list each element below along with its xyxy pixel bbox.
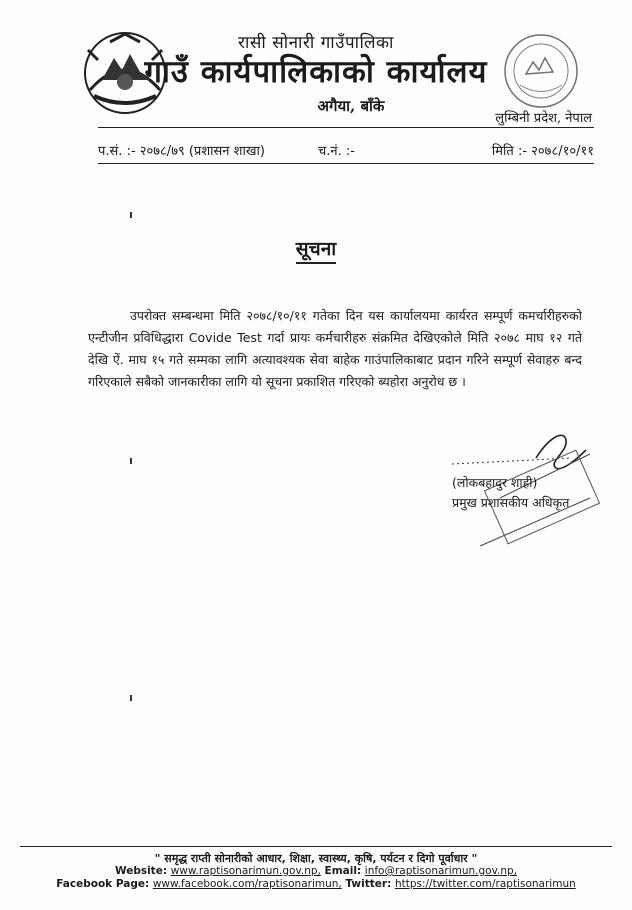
letter-number: प.सं. :- २०७८/७९ (प्रशासन शाखा): [98, 144, 265, 159]
signature-stamp-icon: [440, 428, 610, 558]
reference-divider: [98, 163, 594, 164]
letter-date: मिति :- २०७८/१०/११: [491, 144, 594, 159]
scan-mark: [130, 458, 132, 464]
municipality-name: रासी सोनारी गाउँपालिका: [238, 33, 394, 53]
email-link[interactable]: info@raptisonarimun.gov.np,: [364, 865, 518, 877]
twitter-link[interactable]: https://twitter.com/raptisonarimun: [394, 878, 576, 890]
footer-contact-row: [0, 865, 632, 877]
province-name: लुम्बिनी प्रदेश, नेपाल: [495, 111, 592, 126]
dispatch-number: च.नं. :-: [318, 144, 355, 159]
email-label: Email:: [324, 865, 362, 877]
office-address: अगैया, बाँके: [317, 97, 385, 115]
scan-mark: [130, 212, 132, 218]
notice-body: उपरोक्त सम्बन्धमा मिति २०७८/१०/११ गतेका दिन यस कार्यालयमा कार्यरत सम्पूर्ण कमर्चारीहरुको एन्टीजीन प्रविधिद्धारा Covide Test गर्दा प्रायः कर्मचारीहरु संक्रमित देखिएकोले मिति २०७८ माघ १२ गते देखि ऐं. माघ १५ गते सम्मका लागि अत्यावश्यक सेवा बाहेक गाउंपालिकाबाट प्रदान गरिने सम्पूर्ण सेवाहरु बन्द गरिएकाले सबैको जानकारीका लागि यो सूचना प्रकाशित गरिएको ब्यहोरा अनुरोध छ ।: [88, 308, 582, 389]
reference-row: [98, 141, 594, 161]
office-title: गाउँ कार्यपालिकाको कार्यालय: [144, 54, 488, 90]
signatory-designation: प्रमुख प्रशासकीय अधिकृत: [452, 495, 570, 510]
footer-divider: [20, 846, 612, 847]
facebook-link[interactable]: www.facebook.com/raptisonarimun,: [152, 878, 342, 890]
scan-mark: [130, 695, 132, 701]
notice-title: सूचना: [0, 235, 632, 261]
website-label: Website:: [114, 865, 168, 877]
footer-motto: " समृद्ध राप्ती सोनारीको आधार, शिक्षा, स्वास्थ्य, कृषि, पर्यटन र दिगो पूर्वाधार ": [154, 852, 478, 865]
twitter-label: Twitter:: [345, 878, 392, 890]
header-divider: [98, 127, 594, 128]
signatory-name: (लोकबहादुर शाही): [452, 475, 538, 490]
footer-social-row: [0, 878, 632, 890]
facebook-label: Facebook Page:: [56, 878, 150, 890]
website-link[interactable]: www.raptisonarimun.gov.np,: [170, 865, 321, 877]
